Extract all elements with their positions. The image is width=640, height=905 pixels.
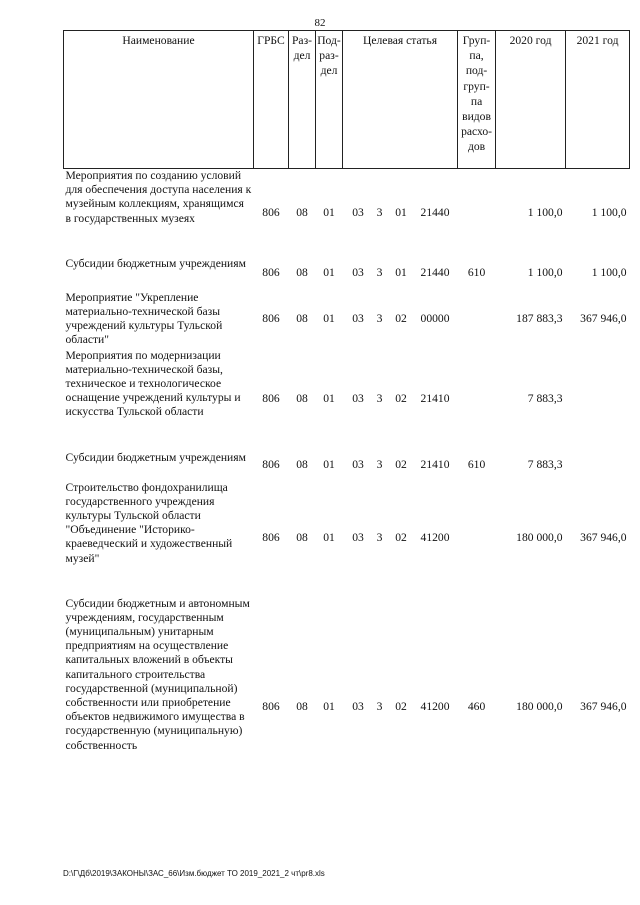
row-target-event: 02 bbox=[395, 458, 407, 472]
row-target-program: 03 bbox=[352, 205, 364, 219]
row-target-program: 03 bbox=[352, 531, 364, 545]
table-row bbox=[64, 481, 630, 597]
row-grbs: 806 bbox=[262, 531, 280, 545]
budget-table bbox=[63, 30, 630, 819]
row-grbs: 806 bbox=[262, 205, 280, 219]
table-row bbox=[64, 451, 630, 481]
page-number: 82 bbox=[314, 17, 326, 29]
row-podrazdel: 01 bbox=[323, 266, 335, 280]
row-podrazdel: 01 bbox=[323, 700, 335, 714]
row-target-direction: 41200 bbox=[420, 700, 450, 714]
row-expense-group bbox=[458, 169, 496, 257]
row-grbs: 806 bbox=[262, 458, 280, 472]
row-name: Субсидии бюджетным учреждениям bbox=[65, 450, 246, 464]
row-target-subprogram: 3 bbox=[376, 205, 383, 219]
header-podrazdel: Под-раз-дел bbox=[316, 31, 343, 169]
row-podrazdel: 01 bbox=[323, 312, 335, 326]
row-expense-group: 610 bbox=[467, 458, 486, 472]
row-target-subprogram: 3 bbox=[376, 458, 383, 472]
row-amount-2020: 180 000,0 bbox=[516, 700, 563, 714]
file-path-footer: D:\Г\Дб\2019\ЗАКОНЫ\ЗАС_66\Изм.бюджет ТО 2019_2021_2 чт\pr8.xls bbox=[63, 869, 325, 878]
table-row bbox=[64, 349, 630, 451]
row-razdel: 08 bbox=[296, 531, 308, 545]
row-amount-2020: 187 883,3 bbox=[516, 312, 563, 326]
row-amount-2020: 7 883,3 bbox=[527, 458, 563, 472]
row-amount-2020: 1 100,0 bbox=[527, 266, 563, 280]
row-name: Мероприятие "Укрепление материально-технической базы учреждений культуры Тульской области" bbox=[65, 290, 223, 347]
row-expense-group bbox=[458, 291, 496, 349]
row-grbs: 806 bbox=[262, 266, 280, 280]
row-target-program: 03 bbox=[352, 266, 364, 280]
row-target-direction: 21410 bbox=[420, 392, 450, 406]
row-target-subprogram: 3 bbox=[376, 700, 383, 714]
row-target-event: 02 bbox=[395, 392, 407, 406]
row-expense-group bbox=[458, 481, 496, 597]
row-target-program: 03 bbox=[352, 458, 364, 472]
row-amount-2021: 367 946,0 bbox=[580, 531, 627, 545]
row-name: Строительство фондохранилища государственного учреждения культуры Тульской области "Объединение "Историко-краеведческий и художественный музей" bbox=[65, 480, 233, 565]
row-amount-2020: 1 100,0 bbox=[527, 205, 563, 219]
row-grbs: 806 bbox=[262, 392, 280, 406]
header-target-article: Целевая статья bbox=[343, 31, 458, 169]
row-amount-2021: 1 100,0 bbox=[591, 266, 627, 280]
row-amount-2021 bbox=[566, 451, 630, 481]
row-amount-2020: 7 883,3 bbox=[527, 392, 563, 406]
row-target-direction: 21440 bbox=[420, 266, 450, 280]
row-target-program: 03 bbox=[352, 392, 364, 406]
row-target-event: 02 bbox=[395, 531, 407, 545]
row-target-event: 02 bbox=[395, 312, 407, 326]
header-razdel: Раз-дел bbox=[289, 31, 316, 169]
row-razdel: 08 bbox=[296, 700, 308, 714]
row-target-subprogram: 3 bbox=[376, 392, 383, 406]
row-razdel: 08 bbox=[296, 458, 308, 472]
row-amount-2021 bbox=[566, 349, 630, 451]
row-target-direction: 00000 bbox=[420, 312, 450, 326]
row-target-event: 02 bbox=[395, 700, 407, 714]
header-expense-group: Груп-па, под-груп-па видов расхо-дов bbox=[458, 31, 496, 169]
row-target-direction: 21410 bbox=[420, 458, 450, 472]
row-target-event: 01 bbox=[395, 205, 407, 219]
row-grbs: 806 bbox=[262, 700, 280, 714]
row-podrazdel: 01 bbox=[323, 392, 335, 406]
row-target-direction: 21440 bbox=[420, 205, 450, 219]
row-razdel: 08 bbox=[296, 312, 308, 326]
row-grbs: 806 bbox=[262, 312, 280, 326]
row-name: Мероприятия по модернизации материально-технической базы, техническое и технологическое оснащение учреждений культуры и искусства Тульской области bbox=[65, 348, 241, 419]
row-amount-2021: 367 946,0 bbox=[580, 700, 627, 714]
header-year-2021: 2021 год bbox=[566, 31, 630, 169]
row-razdel: 08 bbox=[296, 205, 308, 219]
header-name: Наименование bbox=[64, 31, 254, 169]
table-row bbox=[64, 169, 630, 257]
row-razdel: 08 bbox=[296, 266, 308, 280]
row-target-subprogram: 3 bbox=[376, 312, 383, 326]
row-amount-2021: 1 100,0 bbox=[591, 205, 627, 219]
table-header-row bbox=[64, 31, 630, 169]
row-expense-group bbox=[458, 349, 496, 451]
row-podrazdel: 01 bbox=[323, 205, 335, 219]
row-podrazdel: 01 bbox=[323, 531, 335, 545]
row-name: Субсидии бюджетным учреждениям bbox=[65, 256, 246, 270]
table-row bbox=[64, 597, 630, 819]
row-amount-2021: 367 946,0 bbox=[580, 312, 627, 326]
header-grbs: ГРБС bbox=[254, 31, 289, 169]
row-podrazdel: 01 bbox=[323, 458, 335, 472]
row-target-event: 01 bbox=[395, 266, 407, 280]
table-row bbox=[64, 257, 630, 291]
row-target-direction: 41200 bbox=[420, 531, 450, 545]
row-expense-group: 460 bbox=[467, 700, 486, 714]
row-target-program: 03 bbox=[352, 312, 364, 326]
row-target-program: 03 bbox=[352, 700, 364, 714]
row-amount-2020: 180 000,0 bbox=[516, 531, 563, 545]
table-row bbox=[64, 291, 630, 349]
header-year-2020: 2020 год bbox=[496, 31, 566, 169]
row-name: Мероприятия по созданию условий для обеспечения доступа населения к музейным коллекциям, хранящимся в государственных музеях bbox=[65, 169, 252, 225]
row-expense-group: 610 bbox=[467, 266, 486, 280]
row-name: Субсидии бюджетным и автономным учреждениям, государственным (муниципальным) унитарным предприятиям на осуществление капитальных вложений в объекты капитального строительства государственной (муниципальной) собственности или приобретение объектов недвижимого имущества в государственную (муниципальную) собственность bbox=[65, 596, 250, 752]
row-target-subprogram: 3 bbox=[376, 531, 383, 545]
row-target-subprogram: 3 bbox=[376, 266, 383, 280]
row-razdel: 08 bbox=[296, 392, 308, 406]
